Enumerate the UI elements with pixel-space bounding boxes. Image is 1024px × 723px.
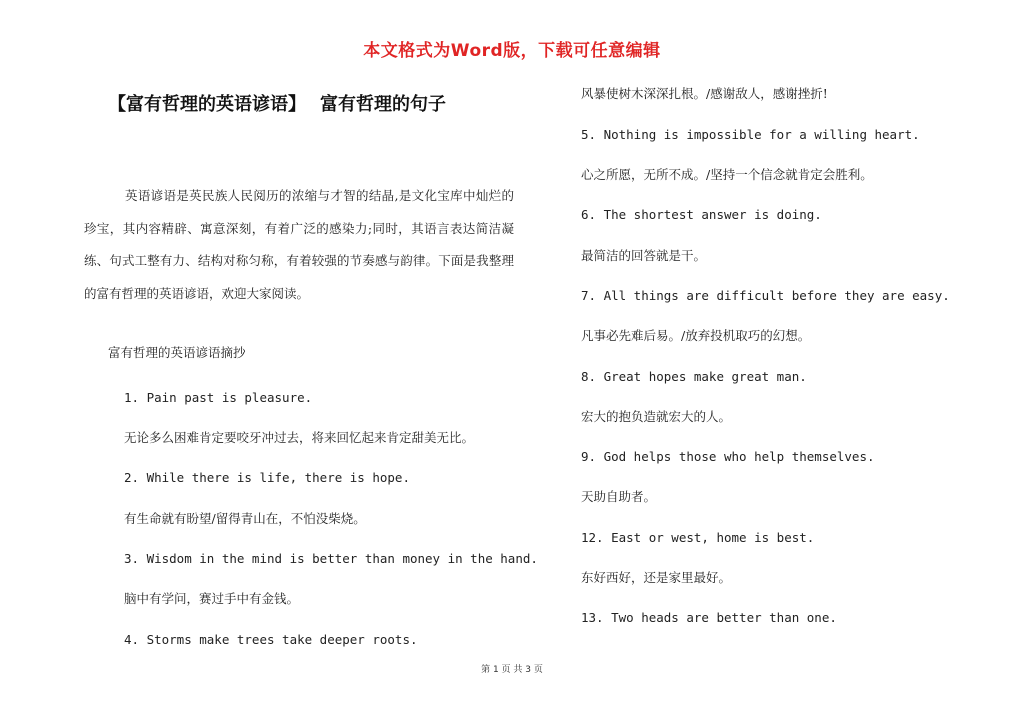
- proverb-chinese: 天助自助者。: [581, 489, 657, 504]
- download-banner: 本文格式为Word版，下载可任意编辑: [363, 41, 661, 61]
- section-heading: 富有哲理的英语谚语摘抄: [108, 345, 246, 360]
- proverb-english: 2. While there is life, there is hope.: [124, 470, 410, 485]
- page-number: 第 1 页 共 3 页: [481, 665, 543, 675]
- document-title: [108, 90, 578, 116]
- proverb-english: 3. Wisdom in the mind is better than money in the hand.: [124, 551, 538, 566]
- title-sub: 富有哲理的句子: [320, 94, 446, 115]
- title-main: 【富有哲理的英语谚语】: [108, 94, 306, 115]
- proverb-english: 6. The shortest answer is doing.: [581, 207, 822, 222]
- proverb-chinese: 有生命就有盼望/留得青山在，不怕没柴烧。: [124, 511, 366, 526]
- proverb-chinese: 脑中有学问，赛过手中有金钱。: [124, 591, 300, 606]
- proverb-english: 7. All things are difficult before they are easy.: [581, 288, 950, 303]
- proverb-chinese: 无论多么困难肯定要咬牙冲过去，将来回忆起来肯定甜美无比。: [124, 430, 475, 445]
- proverb-english: 4. Storms make trees take deeper roots.: [124, 632, 418, 647]
- proverb-english: 12. East or west, home is best.: [581, 530, 815, 545]
- proverb-chinese: 最简洁的回答就是干。: [581, 248, 707, 263]
- proverb-chinese: 心之所愿，无所不成。/坚持一个信念就肯定会胜利。: [581, 167, 873, 182]
- proverb-english: 8. Great hopes make great man.: [581, 369, 807, 384]
- intro-paragraph: 英语谚语是英民族人民阅历的浓缩与才智的结晶,是文化宝库中灿烂的珍宝，其内容精辟、寓意深刻，有着广泛的感染力;同时，其语言表达简洁凝练、句式工整有力、结构对称匀称，有着较强的节奏感与韵律。下面是我整理的富有哲理的英语谚语，欢迎大家阅读。: [84, 188, 514, 301]
- proverb-english: 13. Two heads are better than one.: [581, 610, 837, 625]
- proverb-english: 1. Pain past is pleasure.: [124, 390, 313, 405]
- proverb-chinese: 凡事必先难后易。/放弃投机取巧的幻想。: [581, 328, 811, 343]
- proverb-chinese: 东好西好，还是家里最好。: [581, 570, 732, 585]
- proverb-english: 5. Nothing is impossible for a willing heart.: [581, 127, 920, 142]
- proverb-chinese: 宏大的抱负造就宏大的人。: [581, 409, 732, 424]
- proverb-english: 9. God helps those who help themselves.: [581, 449, 875, 464]
- proverb-chinese: 风暴使树木深深扎根。/感谢敌人，感谢挫折!: [581, 86, 828, 101]
